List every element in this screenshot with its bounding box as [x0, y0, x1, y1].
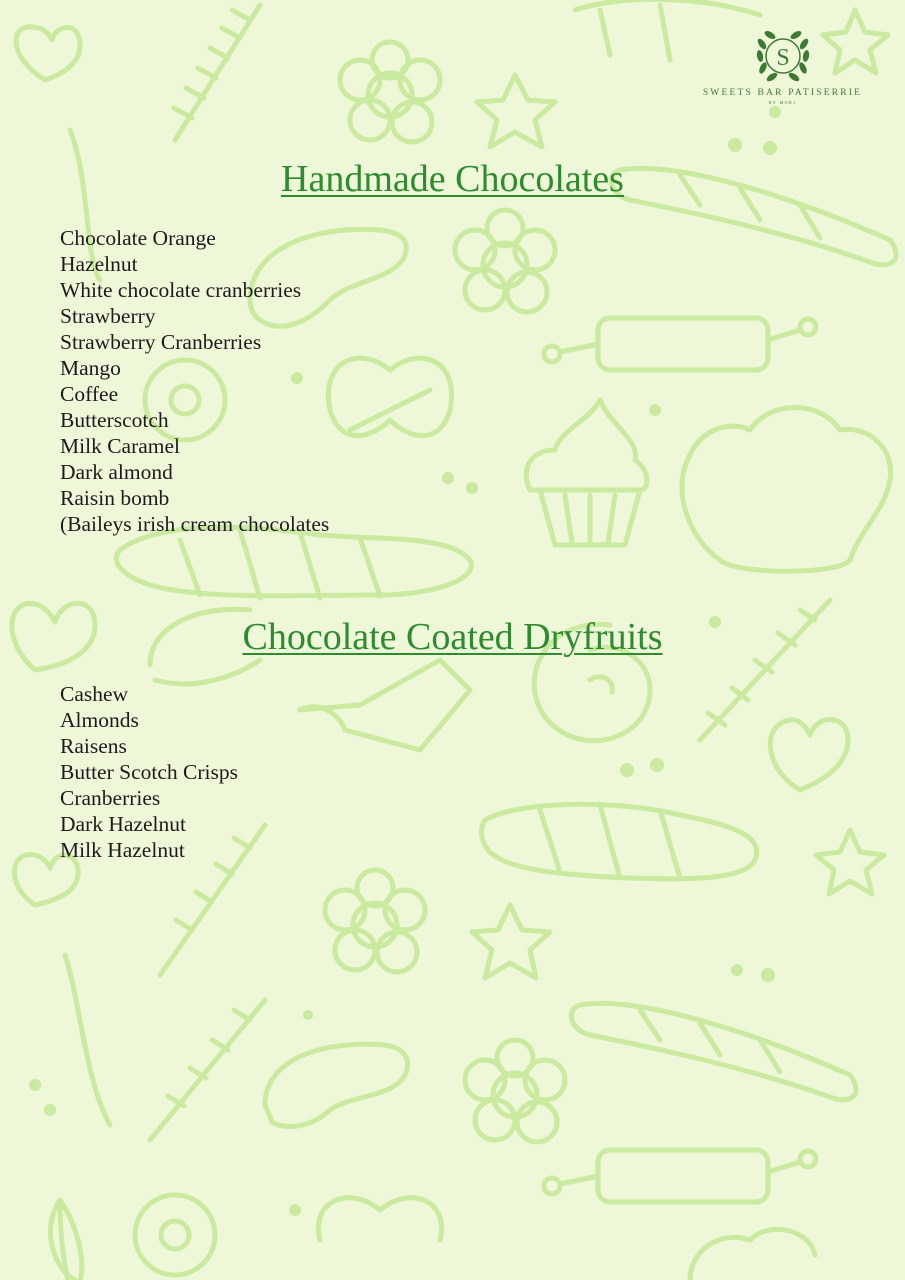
brand-tagline: BY MORJ: [768, 100, 797, 105]
list-item: Milk Hazelnut: [60, 838, 185, 862]
rolling-pin-doodle: [544, 318, 816, 370]
list-item: Strawberry: [60, 304, 156, 328]
brand-logo: [690, 28, 875, 105]
cookie-doodle: [161, 1221, 189, 1249]
piping-bag-doodle: [300, 660, 470, 750]
list-item: Butterscotch: [60, 408, 169, 432]
list-item: White chocolate cranberries: [60, 278, 302, 302]
flower-cookie-doodle: [325, 870, 425, 972]
baguette-doodle: [571, 1003, 856, 1099]
star-doodle: [472, 905, 550, 978]
braided-bread-doodle: [482, 804, 757, 879]
twist-stick-doodle: [174, 5, 260, 140]
list-item: (Baileys irish cream chocolates: [60, 512, 330, 536]
twist-stick-doodle: [150, 1000, 265, 1140]
pretzel-doodle: [318, 1198, 441, 1240]
list-item: Butter Scotch Crisps: [60, 760, 238, 784]
flower-cookie-doodle: [340, 42, 440, 142]
laurel-wreath-icon: [752, 28, 814, 84]
flower-cookie-doodle: [465, 1040, 565, 1142]
list-item: Raisens: [60, 734, 127, 758]
heart-doodle: [770, 720, 848, 790]
cookie-doodle: [135, 1195, 215, 1275]
list-item: Hazelnut: [60, 252, 138, 276]
cupcake-doodle: [690, 1229, 815, 1280]
list-item: Dark Hazelnut: [60, 812, 186, 836]
croissant-doodle: [265, 1044, 408, 1126]
rolling-pin-doodle: [544, 1150, 816, 1202]
list-item: Milk Caramel: [60, 434, 181, 458]
list-item: Raisin bomb: [60, 486, 170, 510]
flower-cookie-doodle: [455, 210, 555, 312]
list-item: Mango: [60, 356, 121, 380]
list-item: Almonds: [60, 708, 139, 732]
star-doodle: [816, 830, 884, 894]
list-item: Strawberry Cranberries: [60, 330, 262, 354]
list-item: Chocolate Orange: [60, 226, 216, 250]
chef-hat-doodle: [682, 408, 891, 572]
list-item: Cranberries: [60, 786, 161, 810]
section-heading-chocolate-coated-dryfruits: Chocolate Coated Dryfruits: [242, 616, 663, 658]
heart-doodle: [16, 27, 80, 80]
list-item: Coffee: [60, 382, 119, 406]
logo-letter: S: [775, 45, 790, 71]
braided-bread-doodle: [116, 527, 471, 598]
list-item: Dark almond: [60, 460, 173, 484]
star-doodle: [477, 75, 555, 147]
section-heading-handmade-chocolates: Handmade Chocolates: [281, 158, 624, 200]
handmade-chocolates-list: [60, 225, 329, 537]
chocolate-coated-dryfruits-list: [60, 681, 238, 863]
list-item: Cashew: [60, 682, 129, 706]
pretzel-doodle: [328, 358, 451, 436]
cupcake-doodle: [526, 400, 647, 545]
whisk-doodle: [51, 1200, 82, 1280]
brand-name: SWEETS BAR PATISERRIE: [702, 88, 863, 98]
